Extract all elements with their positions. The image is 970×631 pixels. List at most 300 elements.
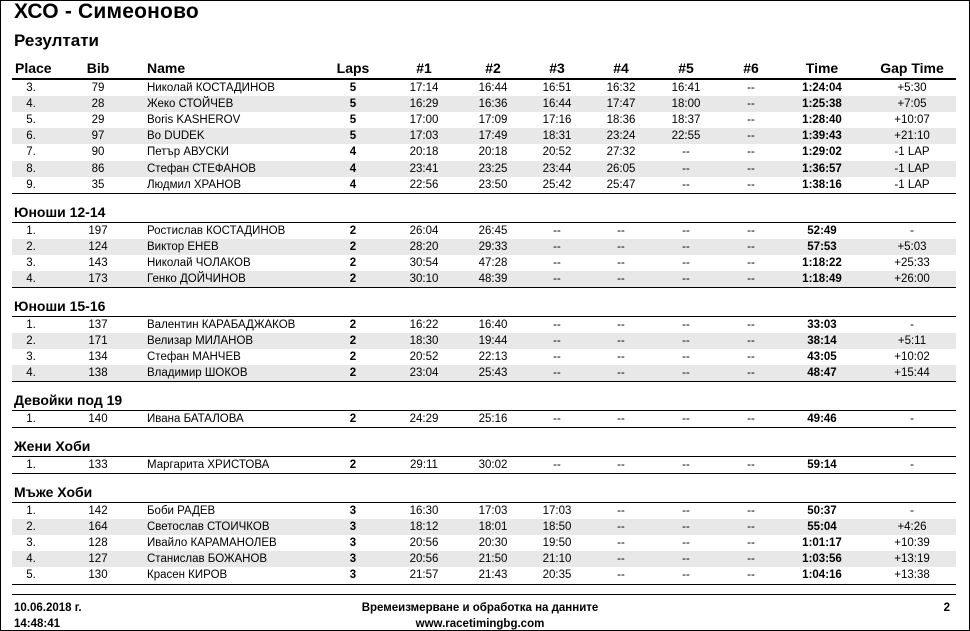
cell-lap6: -- (747, 521, 755, 534)
cell-lap5: -- (682, 459, 690, 471)
cell-bib: 128 (88, 537, 108, 550)
page-subtitle: Резултати (14, 31, 99, 50)
header-lap4: #4 (613, 60, 629, 76)
cell-time: 57:53 (807, 241, 837, 254)
cell-lap5: -- (682, 146, 690, 159)
cell-name: Жеко СТОЙЧЕВ (147, 98, 234, 111)
cell-gap-time: +13:38 (894, 569, 930, 582)
cell-place: 4. (26, 367, 36, 380)
cell-time: 48:47 (807, 367, 837, 380)
cell-lap1: 20:56 (409, 553, 439, 566)
cell-bib: 142 (88, 505, 108, 517)
cell-lap4: -- (617, 537, 625, 550)
cell-place: 7. (26, 146, 36, 159)
cell-time: 1:04:16 (802, 569, 842, 582)
cell-lap1: 17:14 (409, 82, 439, 94)
cell-lap2: 22:13 (478, 351, 508, 364)
cell-time: 1:03:56 (802, 553, 842, 566)
cell-lap3: -- (553, 413, 561, 425)
cell-lap4: -- (617, 319, 625, 331)
cell-gap-time: +10:02 (894, 351, 930, 364)
cell-name: Boris KASHEROV (147, 114, 241, 127)
cell-lap1: 24:29 (409, 413, 439, 425)
cell-bib: 124 (88, 241, 108, 254)
cell-lap2: 21:50 (478, 553, 508, 566)
cell-laps: 2 (349, 225, 357, 237)
cell-time: 49:46 (807, 413, 837, 425)
cell-lap3: 19:50 (542, 537, 572, 550)
table-row (12, 535, 956, 551)
cell-lap2: 25:43 (478, 367, 508, 380)
footer-website: www.racetimingbg.com (415, 618, 545, 630)
category-heading: Юноши 12-14 (14, 204, 106, 220)
cell-place: 1. (26, 319, 36, 331)
table-row (12, 255, 956, 271)
table-rule (12, 381, 956, 382)
cell-lap5: -- (682, 319, 690, 331)
cell-lap2: 18:01 (478, 521, 508, 534)
cell-lap5: -- (682, 413, 690, 425)
cell-lap3: 16:44 (542, 98, 572, 111)
cell-lap4: -- (617, 569, 625, 582)
cell-lap3: 20:35 (542, 569, 572, 582)
cell-lap1: 18:30 (409, 335, 439, 348)
cell-time: 1:36:57 (802, 162, 842, 175)
table-row (12, 223, 956, 239)
cell-laps: 5 (349, 130, 357, 143)
table-rule (12, 584, 956, 585)
cell-lap2: 47:28 (478, 257, 508, 270)
cell-lap4: 16:32 (606, 82, 636, 94)
header-name: Name (147, 60, 186, 76)
cell-laps: 3 (349, 537, 357, 550)
cell-lap2: 21:43 (478, 569, 508, 582)
cell-place: 2. (26, 335, 36, 348)
cell-place: 1. (26, 505, 36, 517)
cell-lap1: 16:29 (409, 98, 439, 111)
cell-lap1: 16:22 (409, 319, 439, 331)
cell-place: 4. (26, 98, 36, 111)
cell-lap3: 21:10 (542, 553, 572, 566)
cell-lap6: -- (747, 459, 755, 471)
cell-bib: 197 (88, 225, 108, 237)
cell-lap4: 18:36 (606, 114, 636, 127)
cell-lap3: 20:52 (542, 146, 572, 159)
cell-lap2: 19:44 (478, 335, 508, 348)
header-lap6: #6 (743, 60, 759, 76)
cell-lap4: -- (617, 521, 625, 534)
cell-time: 1:28:40 (802, 114, 842, 127)
cell-lap6: -- (747, 114, 755, 127)
cell-lap5: -- (682, 537, 690, 550)
cell-place: 3. (26, 351, 36, 364)
cell-lap4: -- (617, 367, 625, 380)
cell-lap1: 30:54 (409, 257, 439, 270)
cell-name: Виктор ЕНЕВ (147, 241, 219, 254)
cell-lap6: -- (747, 319, 755, 331)
cell-name: Владимир ШОКОВ (147, 367, 248, 380)
cell-lap3: -- (553, 335, 561, 348)
cell-lap5: -- (682, 351, 690, 364)
header-lap5: #5 (678, 60, 694, 76)
cell-place: 5. (26, 114, 36, 127)
cell-lap3: -- (553, 459, 561, 471)
cell-lap5: -- (682, 273, 690, 286)
cell-laps: 2 (349, 335, 357, 348)
cell-lap1: 16:30 (409, 505, 439, 517)
cell-place: 2. (26, 521, 36, 534)
cell-lap1: 18:12 (409, 521, 439, 534)
footer-time: 14:48:41 (14, 618, 61, 630)
cell-lap2: 20:18 (478, 146, 508, 159)
cell-bib: 134 (88, 351, 108, 364)
cell-laps: 4 (349, 178, 357, 191)
cell-gap-time: - (910, 459, 914, 471)
cell-lap6: -- (747, 273, 755, 286)
cell-lap6: -- (747, 335, 755, 348)
cell-lap6: -- (747, 553, 755, 566)
table-row (12, 112, 956, 128)
cell-lap6: -- (747, 351, 755, 364)
cell-lap6: -- (747, 130, 755, 143)
footer-service-text: Времеизмерване и обработка на данните (361, 602, 599, 614)
cell-lap2: 20:30 (478, 537, 508, 550)
cell-lap2: 16:36 (478, 98, 508, 111)
table-rule (12, 473, 956, 474)
cell-bib: 140 (88, 413, 108, 425)
cell-laps: 2 (349, 459, 357, 471)
cell-name: Петър АВУСКИ (147, 146, 229, 159)
cell-name: Стефан МАНЧЕВ (147, 351, 241, 364)
cell-name: Светослав СТОИЧКОВ (147, 521, 270, 534)
cell-bib: 35 (91, 178, 105, 191)
cell-lap1: 28:20 (409, 241, 439, 254)
cell-bib: 79 (91, 82, 105, 94)
table-rule (12, 193, 956, 194)
cell-lap3: 18:31 (542, 130, 572, 143)
cell-bib: 173 (88, 273, 108, 286)
cell-lap2: 25:16 (478, 413, 508, 425)
cell-name: Велизар МИЛАНОВ (147, 335, 254, 348)
cell-place: 3. (26, 257, 36, 270)
cell-lap2: 16:44 (478, 82, 508, 94)
cell-place: 5. (26, 569, 36, 582)
header-laps: Laps (336, 60, 370, 76)
cell-lap4: 26:05 (606, 162, 636, 175)
cell-lap5: 18:00 (671, 98, 701, 111)
cell-lap3: -- (553, 225, 561, 237)
cell-lap2: 16:40 (478, 319, 508, 331)
cell-lap5: -- (682, 162, 690, 175)
cell-name: Валентин КАРАБАДЖАКОВ (147, 319, 296, 331)
cell-lap3: -- (553, 257, 561, 270)
table-row (12, 144, 956, 160)
cell-lap1: 20:52 (409, 351, 439, 364)
cell-lap3: -- (553, 319, 561, 331)
cell-lap6: -- (747, 367, 755, 380)
cell-name: Bo DUDEK (147, 130, 205, 143)
page-title: ХСО - Симеоново (14, 0, 199, 23)
cell-lap2: 30:02 (478, 459, 508, 471)
cell-name: Стефан СТЕФАНОВ (147, 162, 256, 175)
cell-place: 1. (26, 413, 36, 425)
cell-lap3: 18:50 (542, 521, 572, 534)
cell-time: 1:01:17 (802, 537, 842, 550)
cell-lap3: 17:03 (542, 505, 572, 517)
cell-lap4: -- (617, 257, 625, 270)
cell-place: 4. (26, 273, 36, 286)
cell-lap6: -- (747, 241, 755, 254)
cell-time: 43:05 (807, 351, 837, 364)
cell-lap4: -- (617, 505, 625, 517)
cell-lap6: -- (747, 225, 755, 237)
cell-lap6: -- (747, 569, 755, 582)
table-row (12, 333, 956, 349)
cell-lap6: -- (747, 178, 755, 191)
cell-bib: 143 (88, 257, 108, 270)
table-row (12, 128, 956, 144)
cell-time: 1:18:22 (802, 257, 842, 270)
cell-lap5: -- (682, 335, 690, 348)
cell-place: 3. (26, 537, 36, 550)
table-row (12, 317, 956, 333)
header-lap1: #1 (416, 60, 432, 76)
cell-time: 1:25:38 (802, 98, 842, 111)
cell-name: Людмил ХРАНОВ (147, 178, 242, 191)
cell-lap5: -- (682, 553, 690, 566)
cell-lap1: 23:04 (409, 367, 439, 380)
cell-lap1: 21:57 (409, 569, 439, 582)
cell-bib: 138 (88, 367, 108, 380)
cell-lap1: 23:41 (409, 162, 439, 175)
cell-laps: 2 (349, 257, 357, 270)
header-time: Time (805, 60, 839, 76)
header-place: Place (15, 60, 52, 76)
cell-gap-time: -1 LAP (894, 162, 930, 175)
cell-laps: 2 (349, 351, 357, 364)
cell-lap5: 22:55 (671, 130, 701, 143)
cell-lap3: -- (553, 273, 561, 286)
cell-bib: 133 (88, 459, 108, 471)
category-heading: Мъже Хоби (14, 484, 93, 500)
cell-lap2: 17:03 (478, 505, 508, 517)
cell-bib: 127 (88, 553, 108, 566)
cell-lap2: 48:39 (478, 273, 508, 286)
table-rule (12, 427, 956, 428)
cell-time: 38:14 (807, 335, 837, 348)
cell-gap-time: +10:07 (894, 114, 930, 127)
cell-name: Генко ДОЙЧИНОВ (147, 273, 246, 286)
cell-lap3: -- (553, 241, 561, 254)
cell-lap2: 26:45 (478, 225, 508, 237)
cell-laps: 5 (349, 82, 357, 94)
cell-time: 55:04 (807, 521, 837, 534)
cell-time: 33:03 (807, 319, 837, 331)
cell-gap-time: +7:05 (897, 98, 927, 111)
cell-laps: 3 (349, 569, 357, 582)
cell-laps: 5 (349, 98, 357, 111)
cell-lap1: 20:18 (409, 146, 439, 159)
cell-bib: 29 (91, 114, 105, 127)
cell-bib: 171 (88, 335, 108, 348)
cell-laps: 2 (349, 319, 357, 331)
cell-lap3: 25:42 (542, 178, 572, 191)
category-heading: Юноши 15-16 (14, 298, 106, 314)
cell-bib: 90 (91, 146, 105, 159)
cell-gap-time: +5:03 (897, 241, 927, 254)
cell-lap1: 30:10 (409, 273, 439, 286)
cell-gap-time: +5:30 (897, 82, 927, 94)
cell-lap6: -- (747, 505, 755, 517)
cell-gap-time: +13:19 (894, 553, 930, 566)
table-row (12, 271, 956, 287)
cell-lap3: 23:44 (542, 162, 572, 175)
footer-date: 10.06.2018 г. (14, 602, 82, 614)
cell-lap1: 17:03 (409, 130, 439, 143)
cell-lap4: -- (617, 553, 625, 566)
cell-gap-time: -1 LAP (894, 178, 930, 191)
cell-lap5: -- (682, 521, 690, 534)
cell-bib: 86 (91, 162, 105, 175)
cell-lap4: -- (617, 225, 625, 237)
cell-lap5: -- (682, 569, 690, 582)
table-row (12, 503, 956, 519)
header-rule (12, 78, 956, 79)
cell-name: Николай КОСТАДИНОВ (147, 82, 275, 94)
cell-lap5: -- (682, 241, 690, 254)
cell-place: 4. (26, 553, 36, 566)
cell-lap5: -- (682, 367, 690, 380)
cell-lap5: -- (682, 257, 690, 270)
table-row (12, 519, 956, 535)
cell-lap3: 17:16 (542, 114, 572, 127)
cell-lap5: -- (682, 225, 690, 237)
cell-bib: 164 (88, 521, 108, 534)
cell-gap-time: -1 LAP (894, 146, 930, 159)
cell-time: 59:14 (807, 459, 837, 471)
header-bib: Bib (86, 60, 110, 76)
cell-name: Ивайло КАРАМАНОЛЕВ (147, 537, 277, 550)
table-row (12, 457, 956, 473)
footer-page-number: 2 (943, 602, 950, 614)
cell-lap5: -- (682, 505, 690, 517)
table-row (12, 96, 956, 112)
cell-lap2: 23:50 (478, 178, 508, 191)
cell-bib: 137 (88, 319, 108, 331)
cell-gap-time: +26:00 (894, 273, 930, 286)
cell-gap-time: +25:33 (894, 257, 930, 270)
cell-lap4: -- (617, 335, 625, 348)
cell-laps: 5 (349, 114, 357, 127)
cell-lap2: 17:09 (478, 114, 508, 127)
table-row (12, 365, 956, 381)
cell-name: Николай ЧОЛАКОВ (147, 257, 251, 270)
category-heading: Жени Хоби (14, 438, 91, 454)
cell-name: Ростислав КОСТАДИНОВ (147, 225, 286, 237)
cell-lap3: -- (553, 367, 561, 380)
table-rule (12, 287, 956, 288)
header-lap2: #2 (485, 60, 501, 76)
cell-bib: 130 (88, 569, 108, 582)
cell-lap6: -- (747, 98, 755, 111)
cell-lap4: 23:24 (606, 130, 636, 143)
footer-divider (12, 594, 956, 595)
table-row (12, 551, 956, 567)
cell-laps: 4 (349, 162, 357, 175)
cell-lap4: -- (617, 459, 625, 471)
table-row (12, 411, 956, 427)
cell-gap-time: - (910, 505, 914, 517)
table-row (12, 177, 956, 193)
cell-laps: 3 (349, 553, 357, 566)
cell-laps: 3 (349, 505, 357, 517)
cell-time: 1:38:16 (802, 178, 842, 191)
cell-lap1: 17:00 (409, 114, 439, 127)
cell-lap5: -- (682, 178, 690, 191)
cell-place: 3. (26, 82, 36, 94)
cell-lap4: -- (617, 241, 625, 254)
cell-name: Ивана БАТАЛОВА (147, 413, 244, 425)
cell-place: 6. (26, 130, 36, 143)
cell-lap6: -- (747, 162, 755, 175)
cell-lap1: 26:04 (409, 225, 439, 237)
cell-lap4: -- (617, 273, 625, 286)
cell-lap6: -- (747, 146, 755, 159)
category-heading: Девойки под 19 (14, 392, 123, 408)
cell-time: 1:18:49 (802, 273, 842, 286)
cell-place: 8. (26, 162, 36, 175)
cell-lap2: 29:33 (478, 241, 508, 254)
cell-gap-time: - (910, 225, 914, 237)
cell-time: 1:39:43 (802, 130, 842, 143)
table-row (12, 161, 956, 177)
cell-gap-time: +4:26 (897, 521, 927, 534)
cell-laps: 2 (349, 367, 357, 380)
cell-lap1: 29:11 (410, 459, 438, 471)
cell-lap1: 22:56 (409, 178, 439, 191)
cell-name: Боби РАДЕВ (147, 505, 216, 517)
cell-gap-time: +21:10 (894, 130, 930, 143)
cell-laps: 2 (349, 413, 357, 425)
cell-lap1: 20:56 (409, 537, 439, 550)
cell-laps: 2 (349, 241, 357, 254)
cell-lap6: -- (747, 82, 755, 94)
cell-lap4: 27:32 (606, 146, 636, 159)
cell-time: 1:24:04 (802, 82, 842, 94)
cell-lap6: -- (747, 257, 755, 270)
cell-gap-time: - (910, 413, 914, 425)
cell-name: Красен КИРОВ (147, 569, 228, 582)
cell-place: 9. (26, 178, 36, 191)
cell-laps: 4 (349, 146, 357, 159)
cell-lap3: -- (553, 351, 561, 364)
cell-time: 50:37 (807, 505, 837, 517)
header-gap-time: Gap Time (880, 60, 944, 76)
cell-lap5: 18:37 (671, 114, 701, 127)
cell-gap-time: +5:11 (897, 335, 927, 348)
cell-bib: 28 (91, 98, 105, 111)
cell-time: 1:29:02 (802, 146, 842, 159)
header-lap3: #3 (549, 60, 565, 76)
cell-time: 52:49 (807, 225, 837, 237)
cell-lap2: 17:49 (478, 130, 508, 143)
cell-lap5: 16:41 (671, 82, 701, 94)
table-row (12, 239, 956, 255)
cell-lap6: -- (747, 537, 755, 550)
cell-gap-time: - (910, 319, 914, 331)
table-row (12, 349, 956, 365)
cell-laps: 2 (349, 273, 357, 286)
